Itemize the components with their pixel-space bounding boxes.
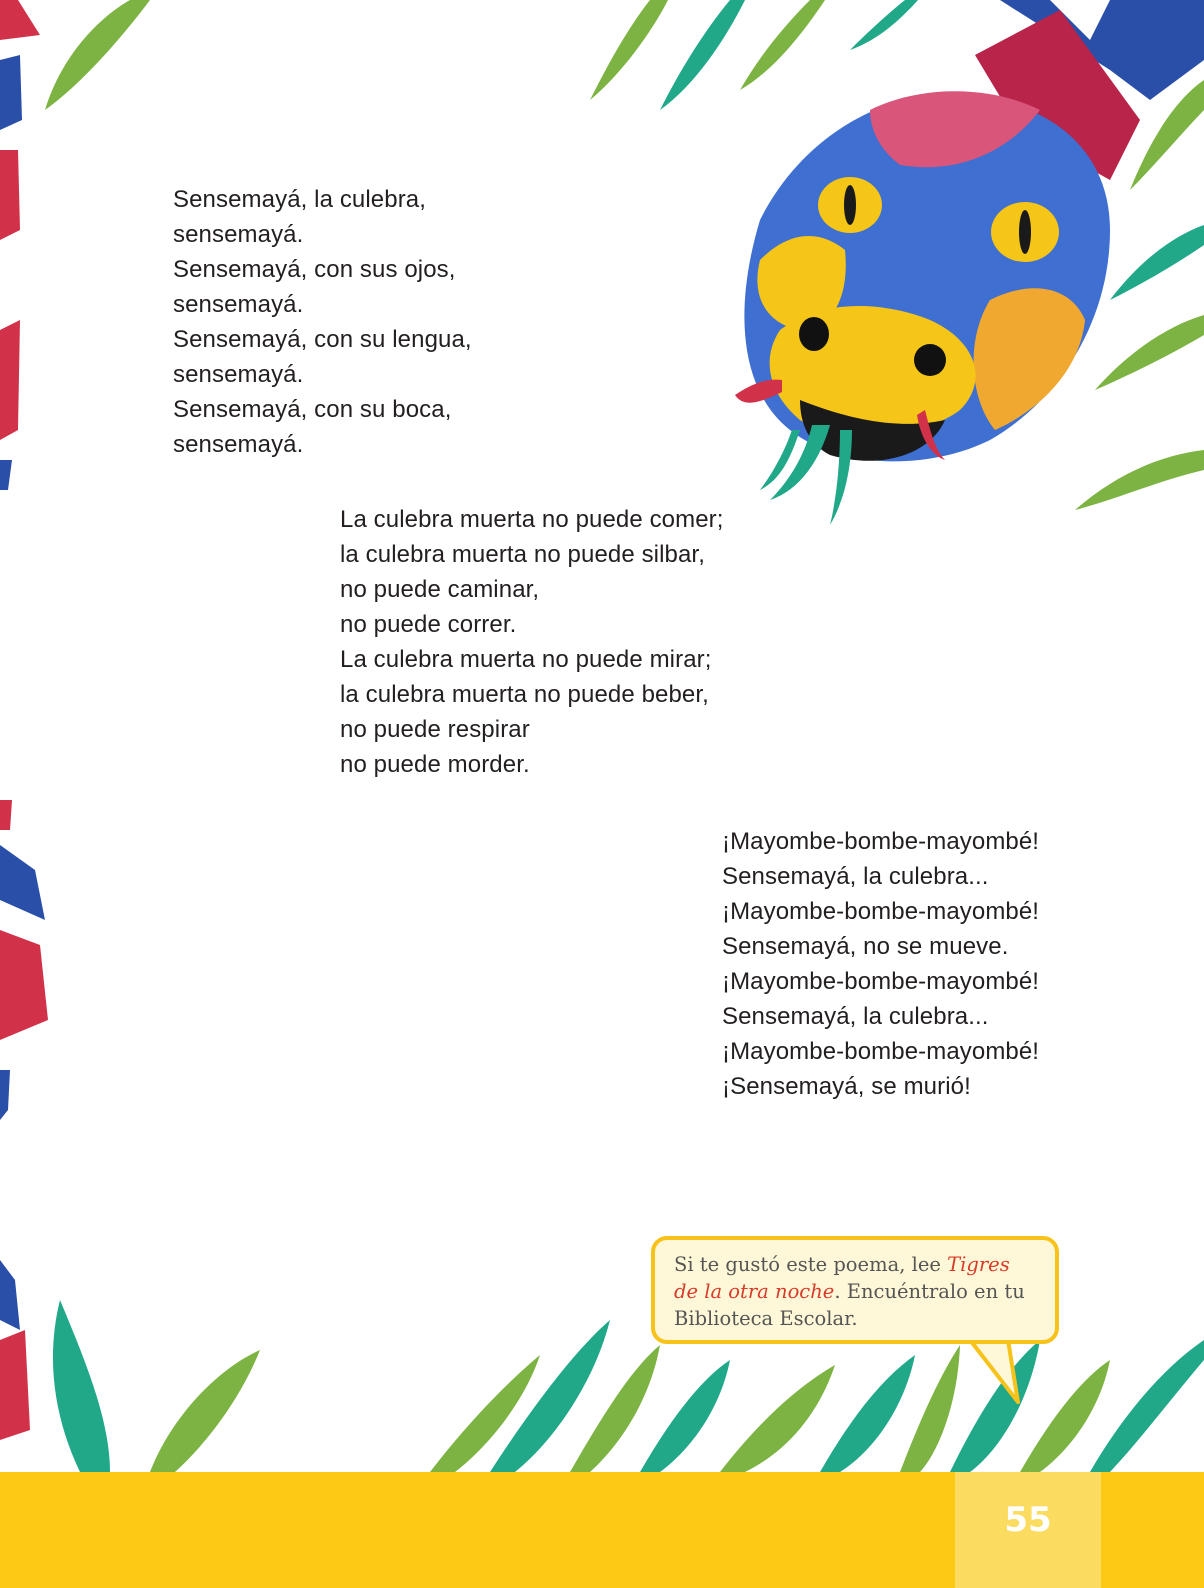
book-title: Tigres de la otra noche	[674, 1253, 1010, 1303]
poem-line: no puede caminar,	[340, 576, 540, 603]
poem-line: Sensemayá, no se mueve.	[722, 933, 1009, 960]
poem-line: no puede morder.	[340, 751, 530, 778]
poem-line: ¡Mayombe-bombe-mayombé!	[722, 828, 1040, 855]
poem-line: ¡Mayombe-bombe-mayombé!	[722, 1038, 1040, 1065]
poem-line: no puede respirar	[340, 716, 530, 743]
poem-stanza-3	[722, 824, 1039, 1104]
poem-line: sensemayá.	[173, 361, 304, 388]
poem-line: ¡Mayombe-bombe-mayombé!	[722, 898, 1040, 925]
snake-head	[735, 91, 1110, 525]
poem-line: ¡Mayombe-bombe-mayombé!	[722, 968, 1040, 995]
left-mosaic-border	[0, 0, 48, 1440]
poem-line: Sensemayá, con su lengua,	[173, 326, 472, 353]
speech-bubble-tail	[970, 1340, 1018, 1402]
poem-line: no puede correr.	[340, 611, 517, 638]
poem-line: sensemayá.	[173, 291, 304, 318]
callout-text-after: . Encuéntralo en tu Biblioteca Escolar.	[674, 1280, 1025, 1330]
poem-line: sensemayá.	[173, 431, 304, 458]
poem-line: Sensemayá, la culebra...	[722, 863, 989, 890]
poem-line: Sensemayá, la culebra,	[173, 186, 427, 213]
poem-line: sensemayá.	[173, 221, 304, 248]
poem-line: ¡Sensemayá, se murió!	[722, 1073, 971, 1100]
poem-line: Sensemayá, la culebra...	[722, 1003, 989, 1030]
poem-line: la culebra muerta no puede silbar,	[340, 541, 705, 568]
reading-suggestion-callout	[651, 1236, 1059, 1344]
poem-stanza-2	[340, 502, 724, 782]
poem-line: Sensemayá, con su boca,	[173, 396, 452, 423]
poem-line: Sensemayá, con sus ojos,	[173, 256, 456, 283]
poem-line: la culebra muerta no puede beber,	[340, 681, 709, 708]
poem-stanza-1	[173, 182, 472, 462]
page-number: 55	[1004, 1500, 1052, 1540]
poem-line: La culebra muerta no puede comer;	[340, 506, 724, 533]
poem-line: La culebra muerta no puede mirar;	[340, 646, 712, 673]
callout-text-before: Si te gustó este poema, lee	[674, 1253, 948, 1276]
